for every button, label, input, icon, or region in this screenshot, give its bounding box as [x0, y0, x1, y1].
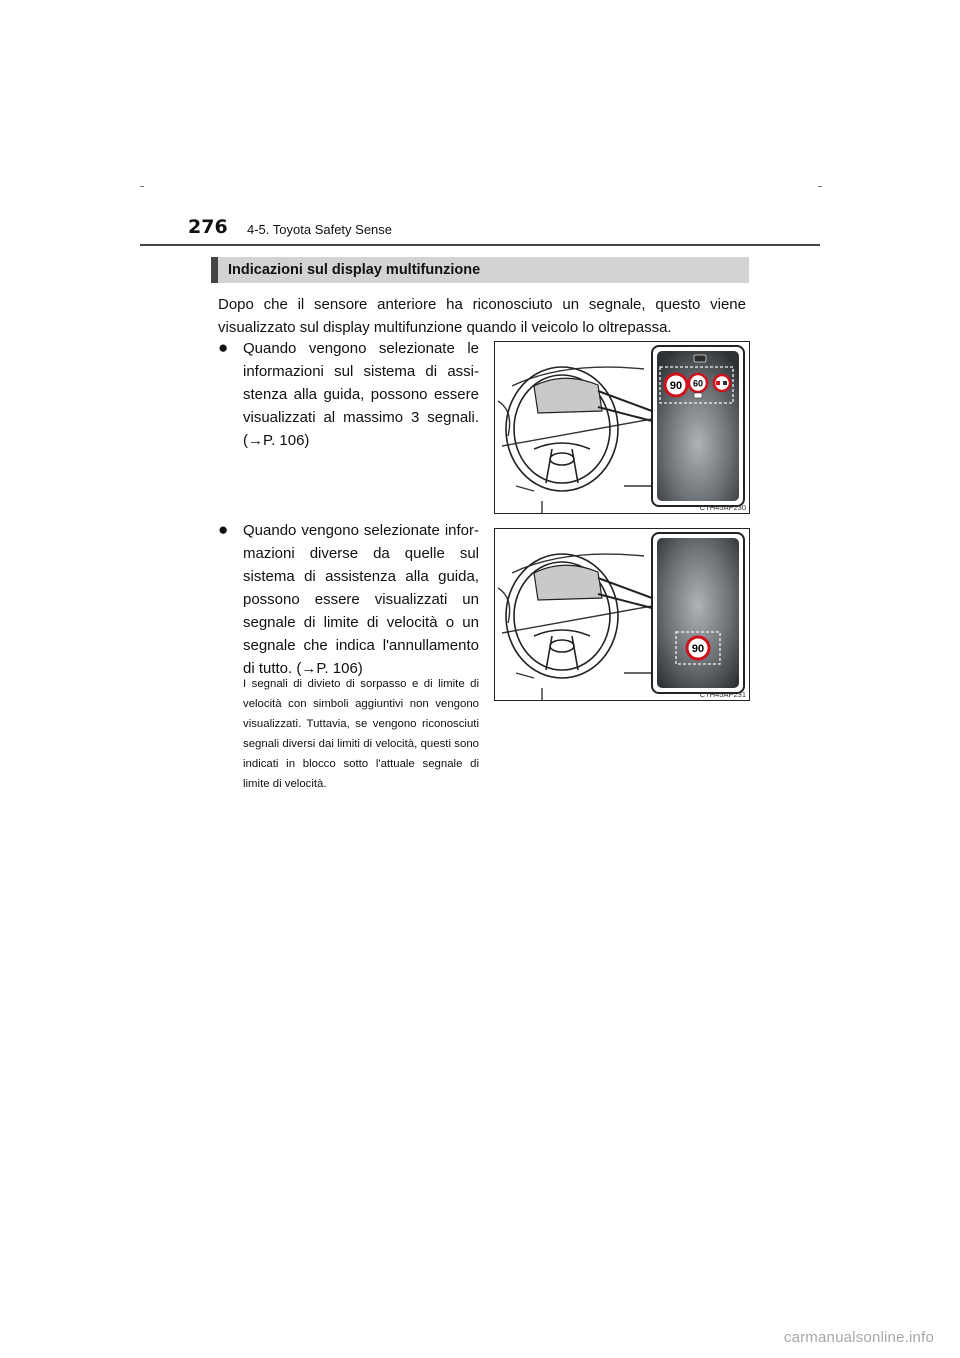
- speed-sign-90-b: [687, 637, 709, 659]
- no-overtaking-sign: [714, 375, 730, 391]
- item-2-text: Quando vengono selezionate infor-mazioni diverse da quelle sul sistema di assistenza alla guida, possono essere visualizzati un segnale di limite di velocità o un segnale che indica l'annullamento di tutto. (→P. 106): [243, 522, 479, 677]
- section-heading: [211, 257, 749, 283]
- item-2-note: I segnali di divieto di sorpasso e di limite di velocità con simboli aggiuntivi non vengono visualizzati. Tuttavia, se vengono riconosciuti segnali diversi dai limiti di velocità, questi sono indicati in blocco sotto l'attuale segnale di limite di velocità.: [243, 678, 479, 790]
- speed-sign-90-b-text: 90: [691, 643, 705, 655]
- crop-mark-right: [818, 186, 822, 187]
- header-rule: [140, 244, 820, 246]
- item-1-text: Quando vengono selezionate le informazioni sul sistema di assi-stenza alla guida, possono essere visualizzati al massimo 3 segnali. (→P. 106): [243, 340, 479, 449]
- section-heading-text: Indicazioni sul display multifunzione: [228, 262, 481, 278]
- figure-2-code: CTH45AP231: [699, 690, 746, 699]
- cluster-highlight: [534, 378, 602, 413]
- figure-1: [494, 341, 750, 514]
- page-number: 276: [188, 216, 228, 238]
- figure-2: [494, 528, 750, 701]
- crop-mark-left: [140, 186, 144, 187]
- section-title: 4-5. Toyota Safety Sense: [247, 222, 393, 237]
- bullet-2: ●: [218, 520, 229, 539]
- watermark: carmanualsonline.info: [783, 1329, 934, 1346]
- dashboard-illustration-2: [494, 528, 750, 701]
- cluster-highlight-2: [534, 565, 602, 600]
- intro-paragraph: Dopo che il sensore anteriore ha riconosciuto un segnale, questo viene visualizzato sul display multifunzione quando il veicolo lo oltrepassa.: [218, 296, 746, 336]
- figure-1-code: CTH45AP230: [699, 503, 746, 512]
- dashboard-illustration-1: [494, 341, 750, 514]
- speed-sign-90-text: 90: [669, 380, 683, 392]
- speed-sign-90: [665, 374, 687, 396]
- bullet-1: ●: [218, 338, 229, 357]
- speed-sign-60-text: 60: [692, 378, 704, 389]
